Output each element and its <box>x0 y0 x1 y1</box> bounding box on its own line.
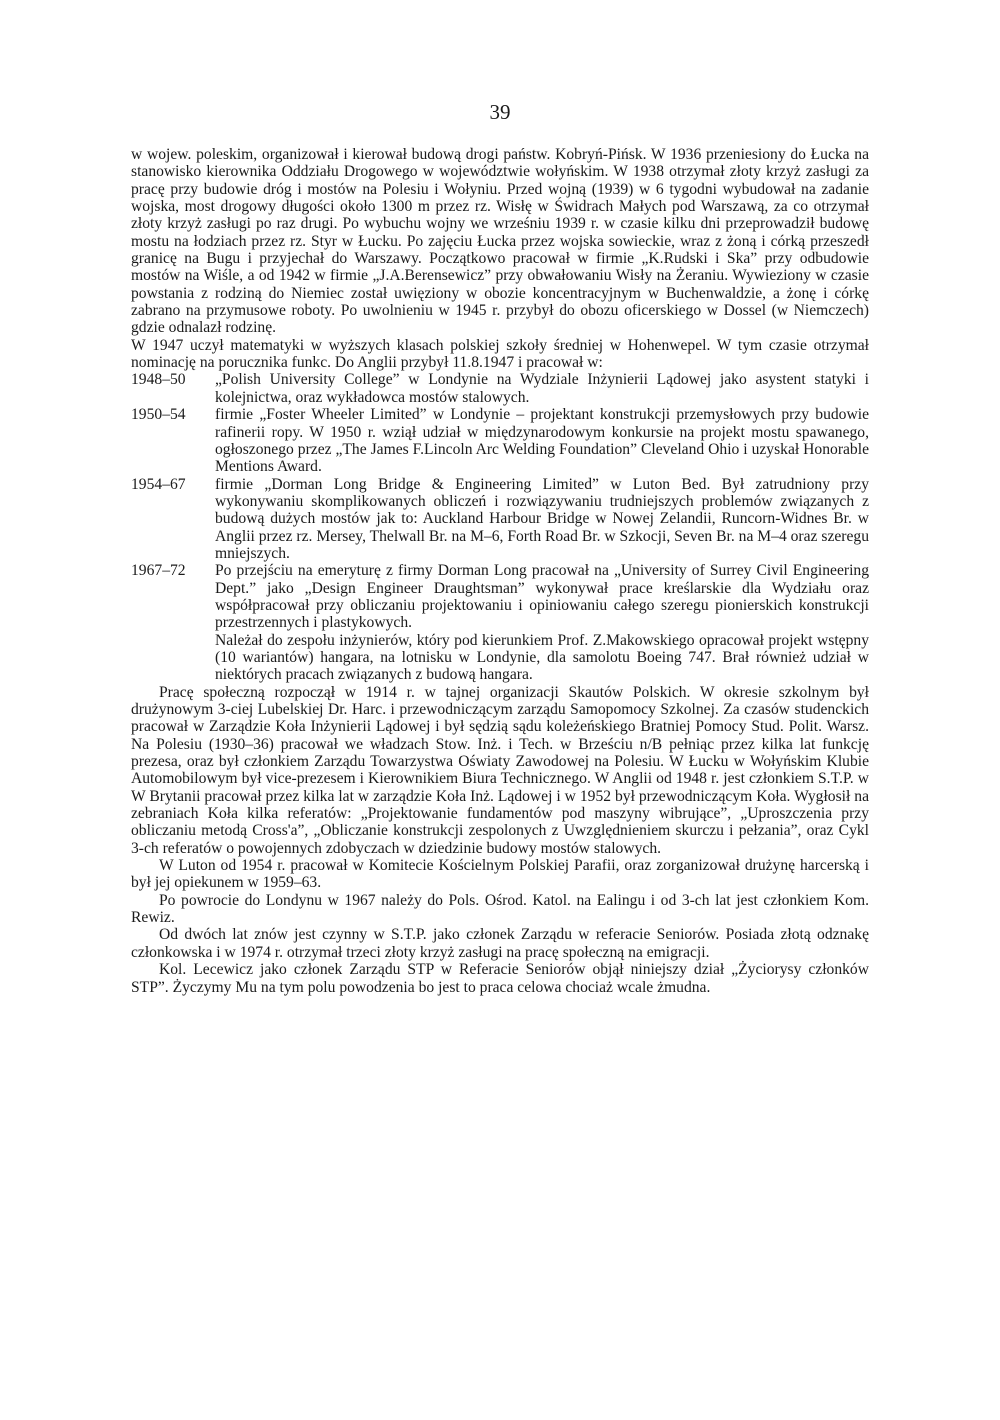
page-body <box>131 146 869 996</box>
work-entry-text: firmie „Foster Wheeler Limited” w Londynie – projektant konstrukcji przemysłowych przy budowie rafinerii ropy. W 1950 r. wziął udział w międzynarodowym konkursie na projekt mostu spawanego, ogłoszonego przez „The James F.Lincoln Arc Welding Foundation” Cleveland Ohio i uzyskał Honorable Mentions Award. <box>215 406 869 476</box>
london-return-paragraph: Po powrocie do Londynu w 1967 należy do Pols. Ośrod. Katol. na Ealingu i od 3-ch lat jest członkiem Kom. Rewiz. <box>131 891 869 927</box>
work-entry-text: „Polish University College” w Londynie na Wydziale Inżynierii Lądowej jako asystent statyki i kolejnictwa, oraz wykładowca mostów stalowych. <box>215 371 869 406</box>
work-entry-text: firmie „Dorman Long Bridge & Engineering Limited” w Luton Bed. Był zatrudniony przy wykonywaniu skomplikowanych obliczeń i rozwiązywaniu trudniejszych problemów związanych z budową dużych mostów jak to: Auckland Harbour Bridge w Nowej Zelandii, Runcorn-Widnes Br. w Anglii przez rz. Mersey, Thelwall Br. na M–6, Forth Road Br. w Szkocji, Seven Br. na M–4 oraz szeregu mniejszych. <box>215 475 869 562</box>
work-entry <box>131 562 869 683</box>
work-entry <box>131 406 869 475</box>
stp-paragraph: Od dwóch lat znów jest czynny w S.T.P. jako członek Zarządu w referacie Seniorów. Posiada złotą odznakę członkowska i w 1974 r. otrzymał trzeci złoty krzyż zasługi na pracę społeczną na emigracji. <box>131 926 869 961</box>
work-entry-years: 1950–54 <box>131 406 186 424</box>
work-entry-years: 1954–67 <box>131 475 186 493</box>
luton-paragraph: W Luton od 1954 r. pracował w Komitecie Kościelnym Polskiej Parafii, oraz zorganizował drużynę harcerską i był jej opiekunem w 1959–63. <box>131 857 869 892</box>
intro-paragraph: w wojew. poleskim, organizował i kierował budową drogi państw. Kobryń-Pińsk. W 1936 przeniesiony do Łucka na stanowisko kierownika Oddziału Drogowego w województwie wołyńskim. W 1938 otrzymał złoty krzyż zasługi za pracę przy budowie dróg i mostów na Polesiu i Wołyniu. Przed wojną (1939) w 6 tygodni wybudował na zadanie wojska, most drogowy długości około 1300 m przez rz. Wisłę w Świdrach Małych pod Warszawą, za co otrzymał złoty krzyż zasługi po raz drugi. Po wybuchu wojny we wrześniu 1939 r. w czasie kilku dni przeprowadził budowę mostu na łodziach przez rz. Styr w Łucku. Po zajęciu Łucka przez wojska sowieckie, wraz z żoną i córką przeszedł granicę na Bugu i przyjechał do Warszawy. Początkowo pracował w firmie „K.Rudski i Ska” przy odbudowie mostów na Wiśle, a od 1942 w firmie „J.A.Berensewicz” przy obwałowaniu Wisły na Żeraniu. Wywieziony w czasie powstania z rodziną do Niemiec został uwięziony w obozie koncentracyjnym w Buchenwaldzie, a żonę i córkę zabrano na przymusowe roboty. Po uwolnieniu w 1945 r. przybył do obozu oficerskiego w Dossel (w Niemczech) gdzie odnalazł rodzinę. <box>131 146 869 337</box>
page-number: 39 <box>489 100 511 124</box>
work-entry-years: 1967–72 <box>131 562 186 580</box>
work-entry <box>131 476 869 563</box>
work-entry-text-continued: Należał do zespołu inżynierów, który pod kierunkiem Prof. Z.Makowskiego opracował projekt wstępny (10 wariantów) hangara, na lotnisku w Londynie, dla samolotu Boeing 747. Brał również udział w niektórych pracach związanych z budową hangara. <box>215 631 869 684</box>
paragraph-1947: W 1947 uczył matematyki w wyższych klasach polskiej szkoły średniej w Hohenwepel. W tym czasie otrzymał nominację na porucznika funkc. Do Anglii przybył 11.8.1947 i pracował w: <box>131 336 869 372</box>
work-entry-years: 1948–50 <box>131 371 186 389</box>
work-entry <box>131 371 869 406</box>
closing-paragraph: Kol. Lecewicz jako członek Zarządu STP w Referacie Seniorów objął niniejszy dział „Życiorysy członków STP”. Życzymy Mu na tym polu powodzenia bo jest to praca celowa chociaż wcale żmudna. <box>131 961 869 996</box>
social-work-paragraph: Pracę społeczną rozpoczął w 1914 r. w tajnej organizacji Skautów Polskich. W okresie szkolnym był drużynowym 3-ciej Lubelskiej Dr. Harc. i przewodniczącym zarządu Samopomocy Szkolnej. Za czasów studenckich pracował w Zarządzie Koła Inżynierii Lądowej i był sędzią sądu koleżeńskiego Bratniej Pomocy Stud. Polit. Warsz. Na Polesiu (1930–36) pracował we władzach Stow. Inż. i Tech. w Brześciu n/B pełniąc przez kilka lat funkcję prezesa, oraz był członkiem Zarządu Towarzystwa Oświaty Zawodowej na Polesiu. W Łucku w Wołyńskim Klubie Automobilowym był vice-prezesem i Kierownikiem Biura Technicznego. W Anglii od 1948 r. jest członkiem S.T.P. w W Brytanii pracował przez kilka lat w zarządzie Koła Inż. Lądowej i w 1952 był przewodniczącym Koła. Wygłosił na zebraniach Koła kilka referatów: „Projektowanie fundamentów pod maszyny wibrujące”, „Uproszczenia przy obliczaniu metodą Cross'a”, „Obliczanie konstrukcji zespolonych z Uwzględnieniem skurczu i pełzania”, oraz Cykl 3-ch referatów o powojennych zdobyczach w dziedzinie budowy mostów stalowych. <box>131 683 869 857</box>
work-entry-text: Po przejściu na emeryturę z firmy Dorman Long pracował na „University of Surrey Civil Engineering Dept.” jako „Design Engineer Draughtsman” wykonywał prace kreślarskie dla Wydziału oraz współpracował przy obliczaniu projektowaniu i opiniowaniu całego szeregu pionierskich konstrukcji przestrzennych i plastykowych. <box>215 562 869 632</box>
